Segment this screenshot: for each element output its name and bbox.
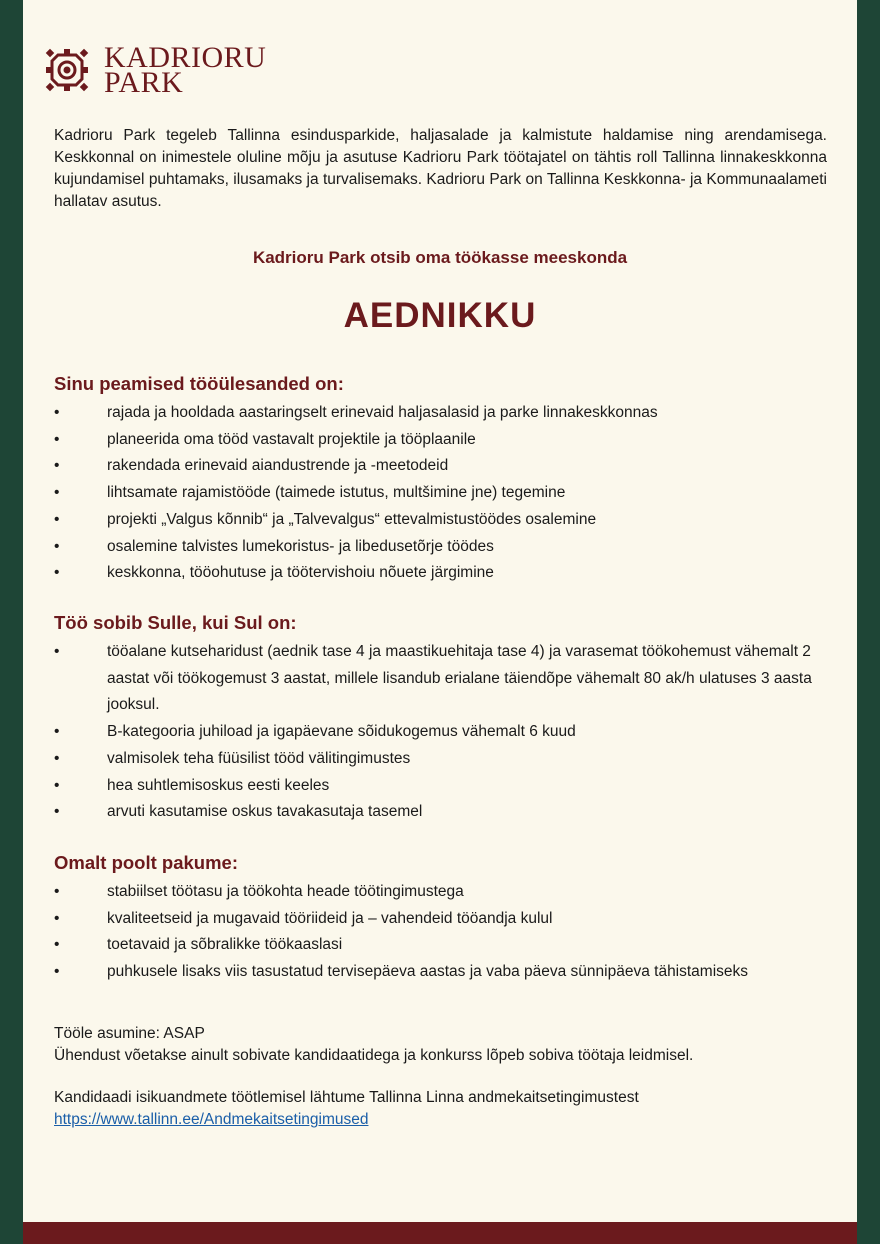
list-item: • osalemine talvistes lumekoristus- ja libedusetõrje töödes — [54, 534, 829, 561]
privacy-link[interactable]: https://www.tallinn.ee/Andmekaitsetingimused — [54, 1111, 369, 1128]
list-item: • tööalane kutseharidust (aednik tase 4 ja maastikuehitaja tase 4) ja varasemat töökohemust vähemalt 2 aastat või töökogemust 3 aastat, millele lisandub erialane täiendõpe vähemalt 80 ak/h ulatuses 3 aasta jooksul. — [54, 639, 829, 719]
duties-title: Sinu peamised tööülesanded on: — [54, 373, 344, 394]
list-item: • rajada ja hooldada aastaringselt erinevaid haljasalasid ja parke linnakeskkonnas — [54, 400, 829, 427]
privacy-info — [54, 1087, 834, 1131]
offer-list — [54, 879, 829, 986]
list-item: • rakendada erinevaid aiandustrende ja -meetodeid — [54, 453, 829, 480]
requirements-section — [54, 611, 829, 826]
list-item: • projekti „Valgus kõnnib“ ja „Talvevalgus“ ettevalmistustöödes osalemine — [54, 507, 829, 534]
duties-list — [54, 400, 829, 587]
list-item: • puhkusele lisaks viis tasustatud tervisepäeva aastas ja vaba päeva sünnipäeva tähistamiseks — [54, 959, 829, 986]
requirements-title: Töö sobib Sulle, kui Sul on: — [54, 612, 297, 633]
duties-section — [54, 372, 829, 587]
list-item: • arvuti kasutamise oskus tavakasutaja tasemel — [54, 799, 829, 826]
brand-wordmark — [104, 41, 267, 99]
list-item: • valmisolek teha füüsilist tööd välitingimustes — [54, 746, 829, 773]
right-frame-bar — [857, 0, 880, 1244]
left-frame-bar — [0, 0, 23, 1244]
intro-paragraph: Kadrioru Park tegeleb Tallinna esindusparkide, haljasalade ja kalmistute haldamise ning arendamisega. Keskkonnal on inimestele oluline mõju ja asutuse Kadrioru Park töötajatel on tähtis roll Tallinna linnakeskkonna kujundamisel puhtamaks, ilusamaks ja turvalisemaks. Kadrioru Park on Tallinna Keskkonna- ja Kommunaalameti hallatav asutus. — [54, 127, 827, 210]
kadrioru-emblem-icon — [44, 47, 90, 93]
list-item: • B-kategooria juhiload ja igapäevane sõidukogemus vähemalt 6 kuud — [54, 719, 829, 746]
start-date: Tööle asumine: ASAP — [54, 1025, 205, 1042]
list-item: • kvaliteetseid ja mugavaid tööriideid ja – vahendeid tööandja kulul — [54, 906, 829, 933]
list-item: • toetavaid ja sõbralikke töökaaslasi — [54, 932, 829, 959]
list-item: • lihtsamate rajamistööde (taimede istutus, multšimine jne) tegemine — [54, 480, 829, 507]
offer-title: Omalt poolt pakume: — [54, 852, 238, 873]
list-item: • hea suhtlemisoskus eesti keeles — [54, 773, 829, 800]
list-item: • stabiilset töötasu ja töökohta heade töötingimustega — [54, 879, 829, 906]
privacy-note: Kandidaadi isikuandmete töötlemisel lähtume Tallinna Linna andmekaitsetingimustest — [54, 1089, 639, 1106]
bottom-accent-bar — [23, 1222, 857, 1244]
offer-section — [54, 851, 829, 986]
requirements-list — [54, 639, 829, 826]
contact-note: Ühendust võetakse ainult sobivate kandidaatidega ja konkurss lõpeb sobiva töötaja leidmisel. — [54, 1047, 694, 1064]
job-title: AEDNIKKU — [343, 296, 537, 335]
list-item: • keskkonna, tööohutuse ja töötervishoiu nõuete järgimine — [54, 560, 829, 587]
brand-logo — [44, 41, 267, 99]
brand-line-2: PARK — [104, 66, 184, 99]
brand-line-1: KADRIORU — [104, 41, 267, 74]
application-info — [54, 1023, 834, 1067]
list-item: • planeerida oma tööd vastavalt projektile ja tööplaanile — [54, 427, 829, 454]
subheading: Kadrioru Park otsib oma töökasse meeskonda — [252, 248, 628, 267]
